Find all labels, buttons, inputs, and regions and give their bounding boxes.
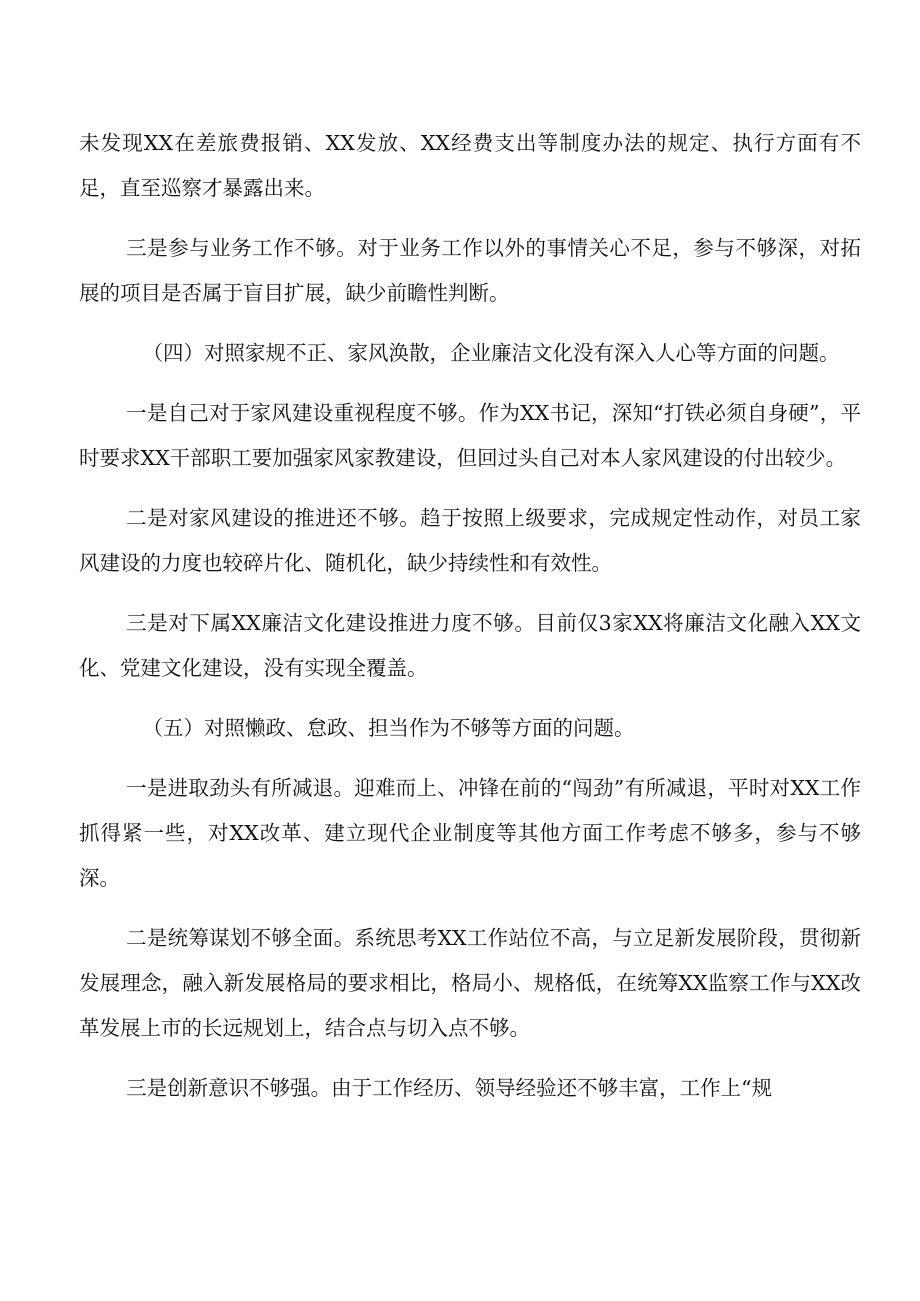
paragraph-family-style-promotion: 二是对家风建设的推进还不够。趋于按照上级要求，完成规定性动作，对员工家风建设的力度也较碎片化、随机化，缺少持续性和有效性。 <box>79 506 861 575</box>
paragraph-family-style-attention: 一是自己对于家风建设重视程度不够。作为XX书记，深知“打铁必须自身硬”，平时要求XX干部职工要加强家风家教建设，但回过头自己对本人家风建设的付出较少。 <box>79 401 861 470</box>
section-heading-five: （五）对照懒政、怠政、担当作为不够等方面的问题。 <box>142 716 635 740</box>
paragraph-integrity-culture: 三是对下属XX廉洁文化建设推进力度不够。目前仅3家XX将廉洁文化融入XX文化、党建文化建设，没有实现全覆盖。 <box>79 611 861 680</box>
paragraph-continuation: 未发现XX在差旅费报销、XX发放、XX经费支出等制度办法的规定、执行方面有不足，直至巡察才暴露出来。 <box>79 131 861 200</box>
paragraph-enterprising-spirit: 一是进取劲头有所减退。迎难而上、冲锋在前的“闯劲”有所减退，平时对XX工作抓得紧一些，对XX改革、建立现代企业制度等其他方面工作考虑不够多，参与不够深。 <box>79 776 861 890</box>
section-heading-four: （四）对照家规不正、家风涣散，企业廉洁文化没有深入人心等方面的问题。 <box>142 341 840 365</box>
paragraph-innovation-awareness: 三是创新意识不够强。由于工作经历、领导经验还不够丰富，工作上“规 <box>126 1076 773 1100</box>
document-body <box>79 121 861 1126</box>
paragraph-overall-planning: 二是统筹谋划不够全面。系统思考XX工作站位不高，与立足新发展阶段，贯彻新发展理念，融入新发展格局的要求相比，格局小、规格低，在统筹XX监察工作与XX改革发展上市的长远规划上，结合点与切入点不够。 <box>79 926 861 1040</box>
paragraph-business-participation: 三是参与业务工作不够。对于业务工作以外的事情关心不足，参与不够深，对拓展的项目是否属于盲目扩展，缺少前瞻性判断。 <box>79 236 861 305</box>
